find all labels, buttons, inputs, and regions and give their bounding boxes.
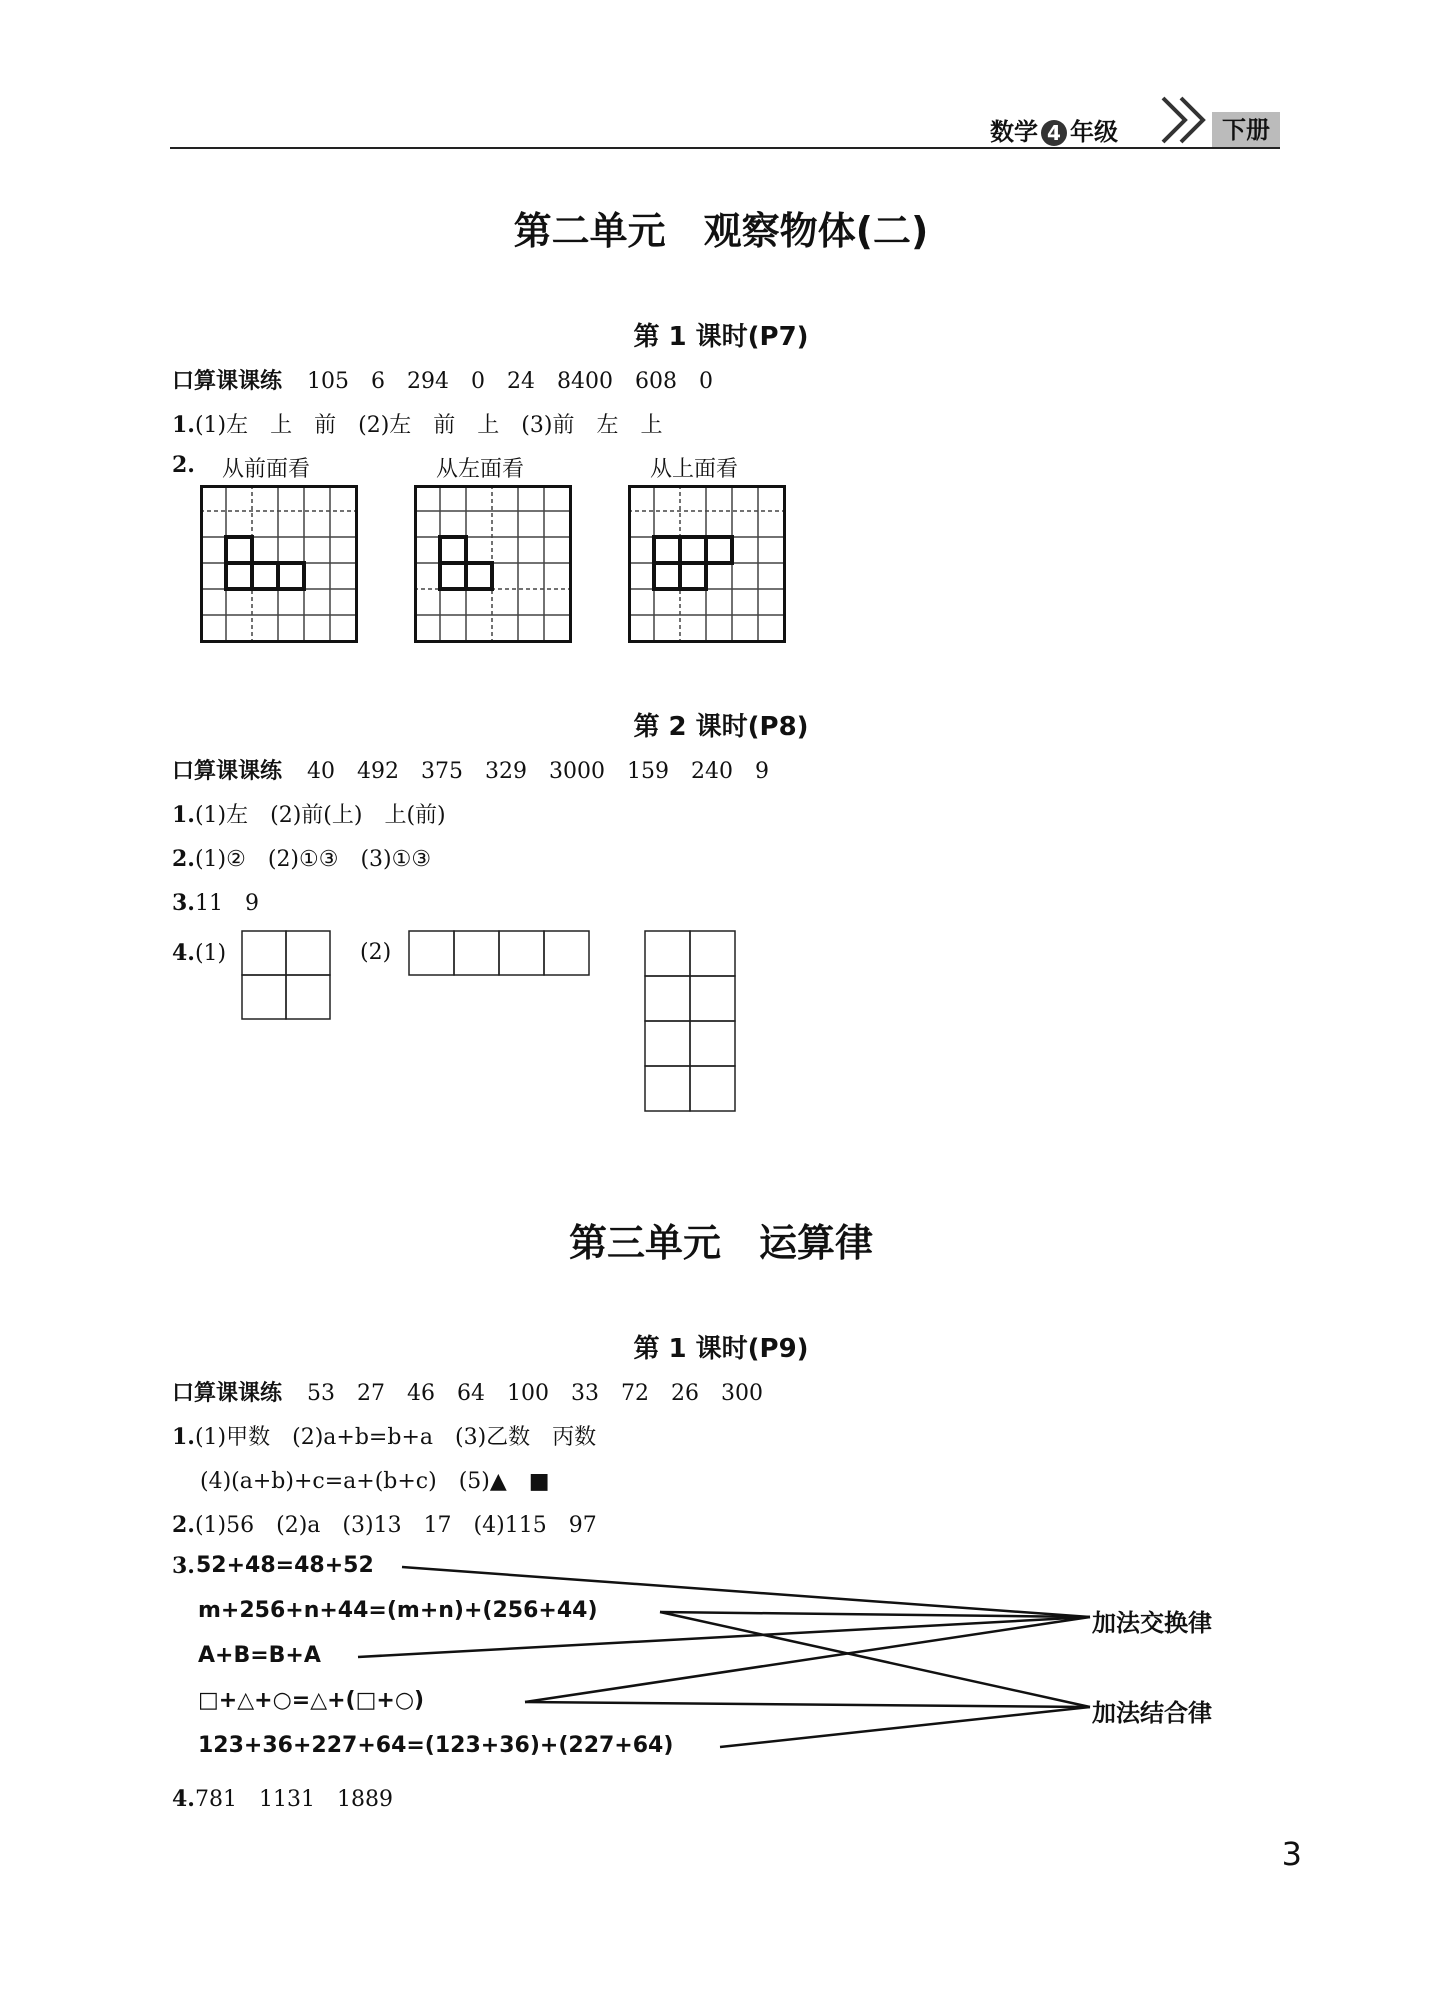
oral-value: 33 xyxy=(571,1381,600,1406)
oral-value: 492 xyxy=(357,759,400,784)
grade-suffix: 年级 xyxy=(1070,118,1118,146)
oral-value: 159 xyxy=(627,759,670,784)
question-number: 1. xyxy=(172,412,195,438)
oral-value: 40 xyxy=(307,759,336,784)
question-number: 2. xyxy=(172,846,195,872)
view-label-front: 从前面看 xyxy=(222,457,311,482)
answer-text: (1)56 (2)a (3)13 17 (4)115 97 xyxy=(194,1513,597,1538)
oral-value: 53 xyxy=(307,1381,336,1406)
grade-number-badge: 4 xyxy=(1041,120,1067,146)
match-target-associative: 加法结合律 xyxy=(1092,1699,1212,1727)
match-line xyxy=(358,1617,1090,1657)
match-target-commutative: 加法交换律 xyxy=(1092,1609,1212,1637)
unit3-l1-q4 xyxy=(172,1782,393,1813)
page-number: 3 xyxy=(1281,1835,1302,1873)
oral-value: 46 xyxy=(407,1381,436,1406)
match-line xyxy=(525,1702,1090,1707)
oral-value: 6 xyxy=(371,369,386,394)
oral-value: 9 xyxy=(755,759,770,784)
oral-value: 240 xyxy=(691,759,734,784)
question-number: 1. xyxy=(172,802,195,828)
oral-value: 329 xyxy=(485,759,528,784)
book-volume-label: 下册 xyxy=(1212,112,1280,148)
oral-label: 口算课课练 xyxy=(172,369,283,394)
unit2-lesson2-title: 第 2 课时(P8) xyxy=(633,712,809,742)
match-item-4: □+△+○=△+(□+○) xyxy=(198,1688,425,1713)
oral-value: 3000 xyxy=(549,759,606,784)
answer-text: (1)左 (2)前(上) 上(前) xyxy=(194,803,446,828)
answer-text: 781 1131 1889 xyxy=(194,1787,393,1812)
oral-value: 26 xyxy=(671,1381,700,1406)
match-line xyxy=(402,1567,1090,1617)
oral-value: 100 xyxy=(507,1381,550,1406)
oral-label: 口算课课练 xyxy=(172,759,283,784)
question-number: 1. xyxy=(172,1424,195,1450)
oral-value: 24 xyxy=(507,369,536,394)
question-number: 4. xyxy=(172,940,195,966)
oral-value: 27 xyxy=(357,1381,386,1406)
unit2-lesson1-title: 第 1 课时(P7) xyxy=(633,322,809,352)
oral-value: 0 xyxy=(699,369,714,394)
oral-value: 64 xyxy=(457,1381,486,1406)
oral-label: 口算课课练 xyxy=(172,1381,283,1406)
unit3-title: 第三单元 运算律 xyxy=(568,1221,873,1265)
question-number: 2. xyxy=(172,1512,195,1538)
oral-value: 105 xyxy=(307,369,350,394)
question-number: 3. xyxy=(172,1553,195,1579)
oral-value: 294 xyxy=(407,369,450,394)
view-label-left: 从左面看 xyxy=(436,457,525,482)
oral-value: 300 xyxy=(721,1381,764,1406)
q4-sub-label-2: (2) xyxy=(360,940,392,965)
unit3-lesson1-title: 第 1 课时(P9) xyxy=(633,1334,809,1364)
sub-label: (1) xyxy=(194,941,227,966)
subject-label: 数学 xyxy=(990,118,1038,146)
oral-value: 0 xyxy=(471,369,486,394)
question-number: 3. xyxy=(172,890,195,916)
match-item-1: 52+48=48+52 xyxy=(196,1553,374,1578)
oral-value: 72 xyxy=(621,1381,650,1406)
match-item-2: m+256+n+44=(m+n)+(256+44) xyxy=(198,1598,598,1623)
oral-value: 8400 xyxy=(557,369,614,394)
answer-text: 11 9 xyxy=(194,891,259,916)
answer-text: (1)甲数 (2)a+b=b+a (3)乙数 丙数 xyxy=(194,1425,597,1450)
view-label-top: 从上面看 xyxy=(650,457,739,482)
unit2-title: 第二单元 观察物体(二) xyxy=(513,209,929,253)
answer-text: (1)② (2)①③ (3)①③ xyxy=(194,847,432,872)
match-item-5: 123+36+227+64=(123+36)+(227+64) xyxy=(198,1733,674,1758)
answer-text: (1)左 上 前 (2)左 前 上 (3)前 左 上 xyxy=(194,413,663,438)
match-item-3: A+B=B+A xyxy=(198,1643,321,1668)
match-line xyxy=(720,1707,1090,1747)
question-number: 4. xyxy=(172,1786,195,1812)
unit3-l1-q1-line2: (4)(a+b)+c=a+(b+c) (5)▲ ■ xyxy=(200,1469,550,1494)
oral-value: 608 xyxy=(635,369,678,394)
oral-value: 375 xyxy=(421,759,464,784)
question-number: 2. xyxy=(172,452,195,478)
